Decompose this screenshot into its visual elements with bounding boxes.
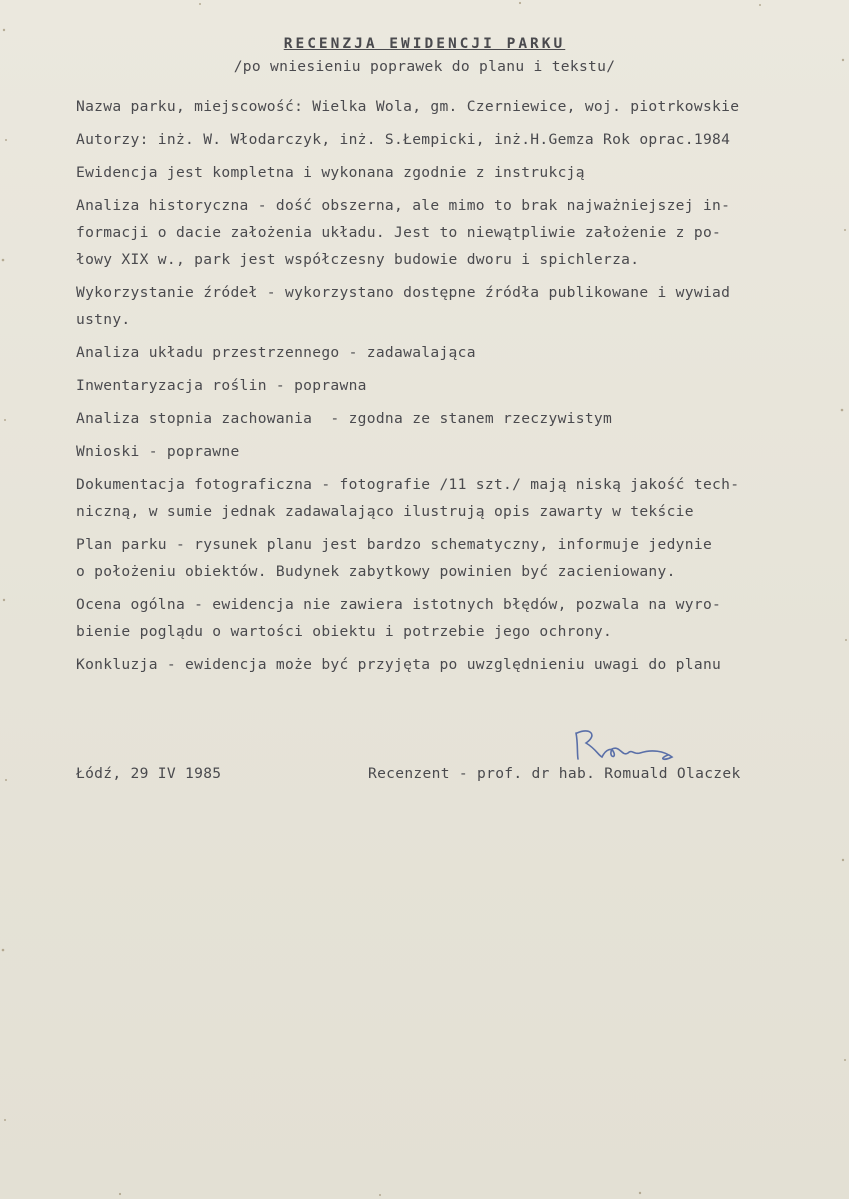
document-date: Łódź, 29 IV 1985	[76, 765, 222, 782]
review-paragraph	[76, 279, 844, 333]
paragraph-line: Analiza układu przestrzennego - zadawalająca	[76, 344, 476, 361]
paragraph-line: Ewidencja jest kompletna i wykonana zgodnie z instrukcją	[76, 164, 585, 181]
review-paragraph	[76, 405, 844, 432]
paragraph-line: Konkluzja - ewidencja może być przyjęta po uwzględnieniu uwagi do planu	[76, 656, 722, 673]
review-paragraph	[76, 339, 844, 366]
paragraph-line: Autorzy: inż. W. Włodarczyk, inż. S.Łempicki, inż.H.Gemza Rok oprac.1984	[76, 131, 731, 148]
paragraph-line: Ocena ogólna - ewidencja nie zawiera istotnych błędów, pozwala na wyro-	[76, 596, 722, 613]
review-paragraph	[76, 471, 844, 525]
review-paragraph	[76, 192, 844, 273]
paragraph-line: ustny.	[76, 311, 131, 328]
review-paragraph	[76, 531, 844, 585]
paragraph-line: Nazwa parku, miejscowość: Wielka Wola, gm. Czerniewice, woj. piotrkowskie	[76, 98, 740, 115]
review-paragraph	[76, 651, 844, 678]
handwritten-signature	[568, 721, 708, 771]
review-paragraph	[76, 438, 844, 465]
review-paragraphs	[76, 93, 844, 678]
reviewer-name: Recenzent - prof. dr hab. Romuald Olaczek	[368, 765, 741, 782]
paragraph-line: niczną, w sumie jednak zadawalająco ilustrują opis zawarty w tekście	[76, 503, 694, 520]
review-paragraph	[76, 126, 844, 153]
paragraph-line: Plan parku - rysunek planu jest bardzo schematyczny, informuje jedynie	[76, 536, 713, 553]
paragraph-line: bienie poglądu o wartości obiektu i potrzebie jego ochrony.	[76, 623, 613, 640]
paragraph-line: Wykorzystanie źródeł - wykorzystano dostępne źródła publikowane i wywiad	[76, 284, 731, 301]
document-body	[76, 36, 844, 678]
signature-block	[76, 757, 846, 817]
review-paragraph	[76, 372, 844, 399]
document-title: RECENZJA EWIDENCJI PARKU	[283, 36, 566, 52]
paragraph-line: Wnioski - poprawne	[76, 443, 240, 460]
document-subtitle: /po wniesieniu poprawek do planu i tekstu/	[233, 58, 616, 75]
review-paragraph	[76, 159, 844, 186]
review-paragraph	[76, 93, 844, 120]
paragraph-line: formacji o dacie założenia układu. Jest to niewątpliwie założenie z po-	[76, 224, 722, 241]
paragraph-line: Analiza historyczna - dość obszerna, ale mimo to brak najważniejszej in-	[76, 197, 731, 214]
paragraph-line: łowy XIX w., park jest współczesny budowie dworu i spichlerza.	[76, 251, 640, 268]
paragraph-line: Analiza stopnia zachowania - zgodna ze stanem rzeczywistym	[76, 410, 613, 427]
review-paragraph	[76, 591, 844, 645]
paragraph-line: Inwentaryzacja roślin - poprawna	[76, 377, 367, 394]
paragraph-line: Dokumentacja fotograficzna - fotografie /11 szt./ mają niską jakość tech-	[76, 476, 740, 493]
paragraph-line: o położeniu obiektów. Budynek zabytkowy powinien być zacieniowany.	[76, 563, 676, 580]
